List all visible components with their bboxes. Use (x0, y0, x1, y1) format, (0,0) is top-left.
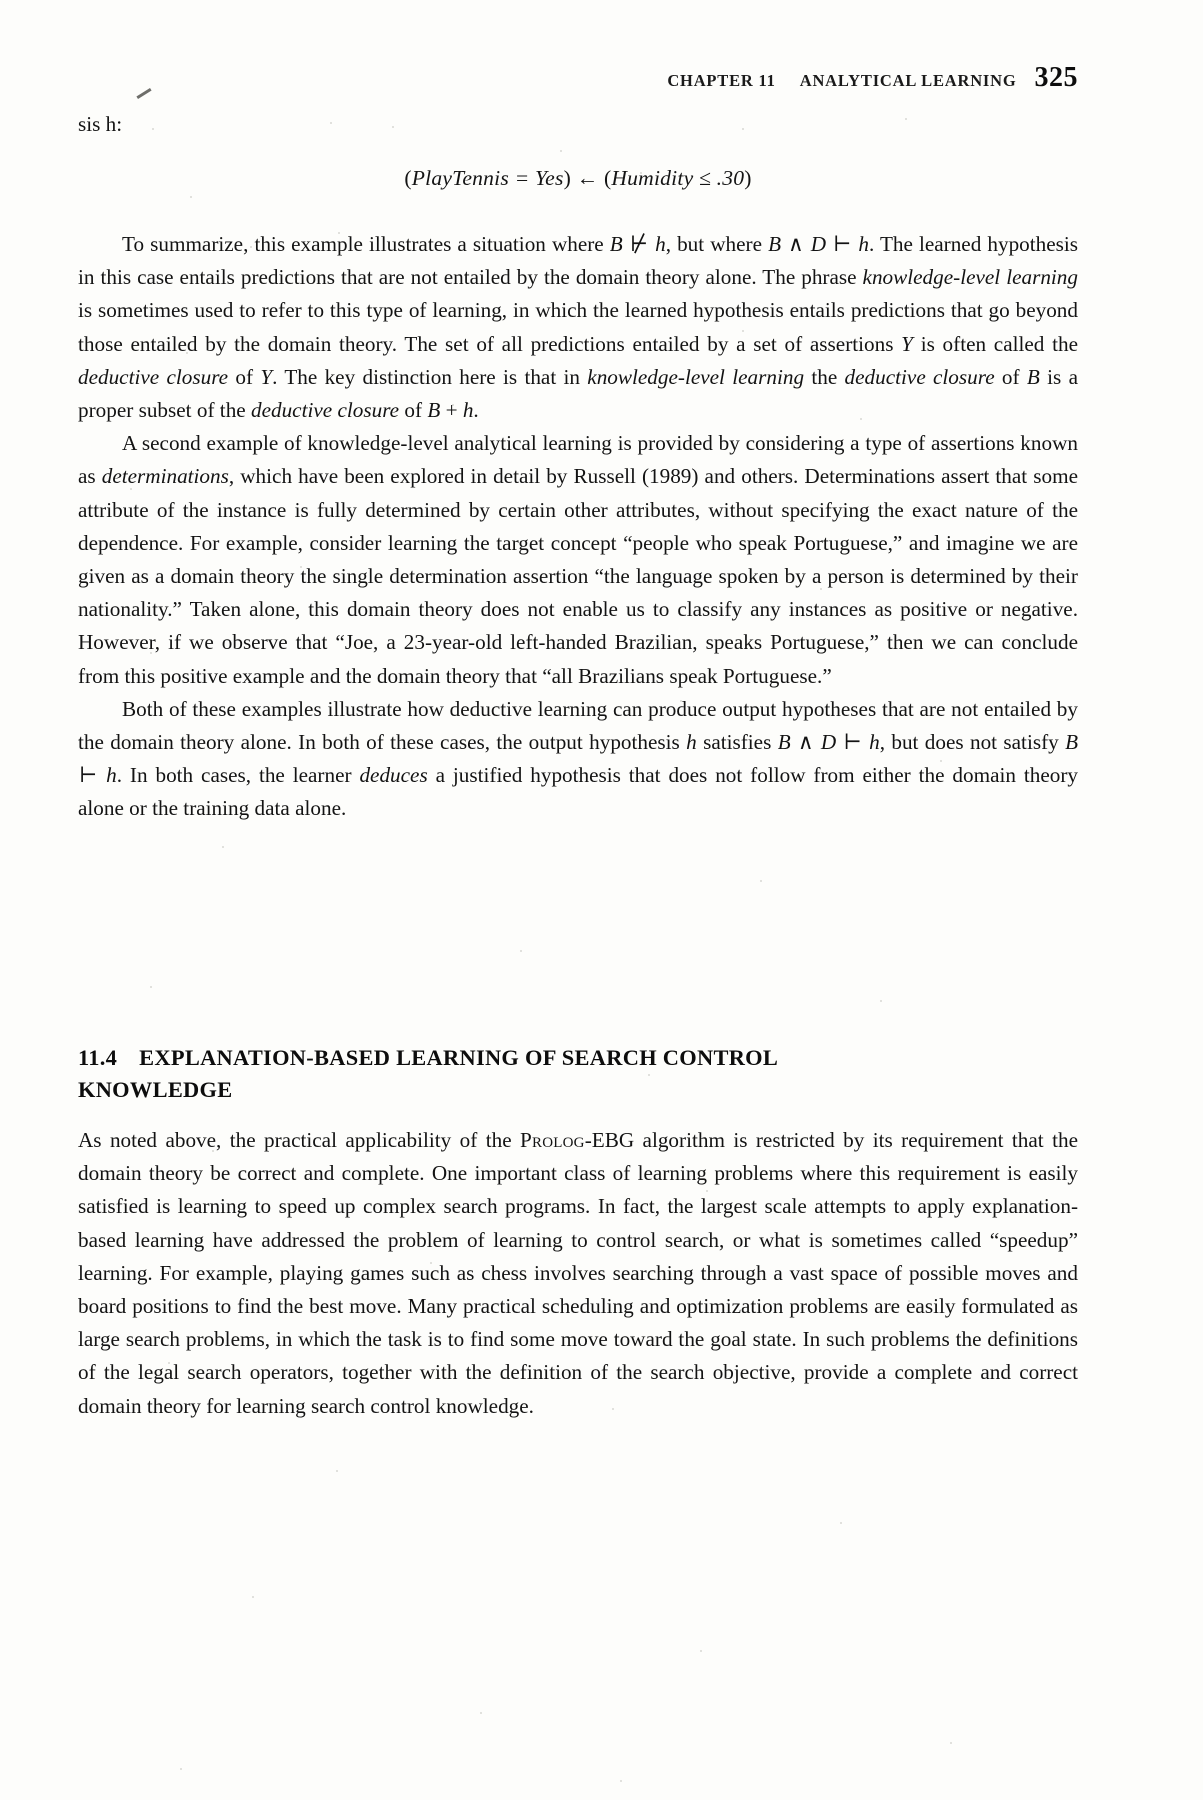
text-block-upper (78, 228, 1078, 826)
section-title-line-1: EXPLANATION-BASED LEARNING OF SEARCH CONTROL (139, 1045, 779, 1070)
equation-open-paren: ( (404, 166, 412, 190)
paragraph-both-examples: Both of these examples illustrate how deductive learning can produce output hypotheses that are not entailed by the domain theory alone. In both of these cases, the output hypothesis h satisfies B ∧ D ⊢ h, but does not satisfy B ⊢ h. In both cases, the learner deduces a justified hypothesis that does not follow from either the domain theory alone or the training data alone. (78, 696, 1079, 821)
paragraph-as-noted: As noted above, the practical applicability of the Prolog-EBG algorithm is restricted by its requirement that the domain theory be correct and complete. One important class of learning problems where this requirement is easily satisfied is learning to speed up complex search programs. In fact, the largest scale attempts to apply explanation-based learning have addressed the problem of learning to control search, or what is sometimes called “speedup” learning. For example, playing games such as chess involves searching through a vast space of possible moves and board positions to find the best move. Many practical scheduling and optimization problems are easily formulated as large search problems, in which the task is to find some move toward the goal state. In such problems the definitions of the legal search operators, together with the definition of the search objective, provide a complete and correct domain theory for learning search control knowledge. (78, 1128, 1078, 1418)
paragraph-summarize: To summarize, this example illustrates a situation where B ⊬ h, but where B ∧ D ⊢ h. The learned hypothesis in this case entails predictions that are not entailed by the domain theory alone. The phrase knowledge-level learning is sometimes used to refer to this type of learning, in which the learned hypothesis entails predictions that go beyond those entailed by the domain theory. The set of all predictions entailed by a set of assertions Y is often called the deductive closure of Y. The key distinction here is that in knowledge-level learning the deductive closure of B is a proper subset of the deductive closure of B + h. (78, 232, 1079, 423)
section-heading-11-4 (78, 1042, 1078, 1106)
page-number: 325 (1034, 62, 1078, 93)
equation-open-paren-2: ( (603, 166, 612, 190)
text-block-lower (78, 1124, 1078, 1423)
running-head (667, 62, 1078, 94)
scan-edge-mark (136, 88, 151, 99)
carryover-line (78, 108, 1078, 141)
paragraph-determinations: A second example of knowledge-level analytical learning is provided by considering a type of assertions known as determinations, which have been explored in detail by Russell (1989) and others. Determinations assert that some attribute of the instance is fully determined by certain other attributes, without specifying the exact nature of the dependence. For example, consider learning the target concept “people who speak Portuguese,” and imagine we are given as a domain theory the single determination assertion “the language spoken by a person is determined by their nationality.” Taken alone, this domain theory does not enable us to classify any instances as positive or negative. However, if we observe that “Joe, a 23-year-old left-handed Brazilian, speaks Portuguese,” then we can conclude from this positive example and the domain theory that “all Brazilians speak Portuguese.” (78, 431, 1079, 688)
running-head-chapter: CHAPTER 11 (667, 71, 776, 90)
section-title-line-2: KNOWLEDGE (78, 1077, 233, 1102)
page-content (78, 0, 1078, 1800)
equation-arrow-icon: ← (576, 166, 599, 190)
section-number: 11.4 (78, 1045, 118, 1070)
equation-rhs: Humidity ≤ .30 (611, 166, 745, 190)
running-head-title: ANALYTICAL LEARNING (799, 71, 1017, 90)
display-equation (78, 166, 1078, 191)
carryover-text: sis h: (78, 112, 123, 136)
equation-close-paren-2: ) (744, 166, 752, 190)
equation-close-paren: ) (563, 166, 571, 190)
equation-lhs: PlayTennis = Yes (411, 166, 564, 190)
